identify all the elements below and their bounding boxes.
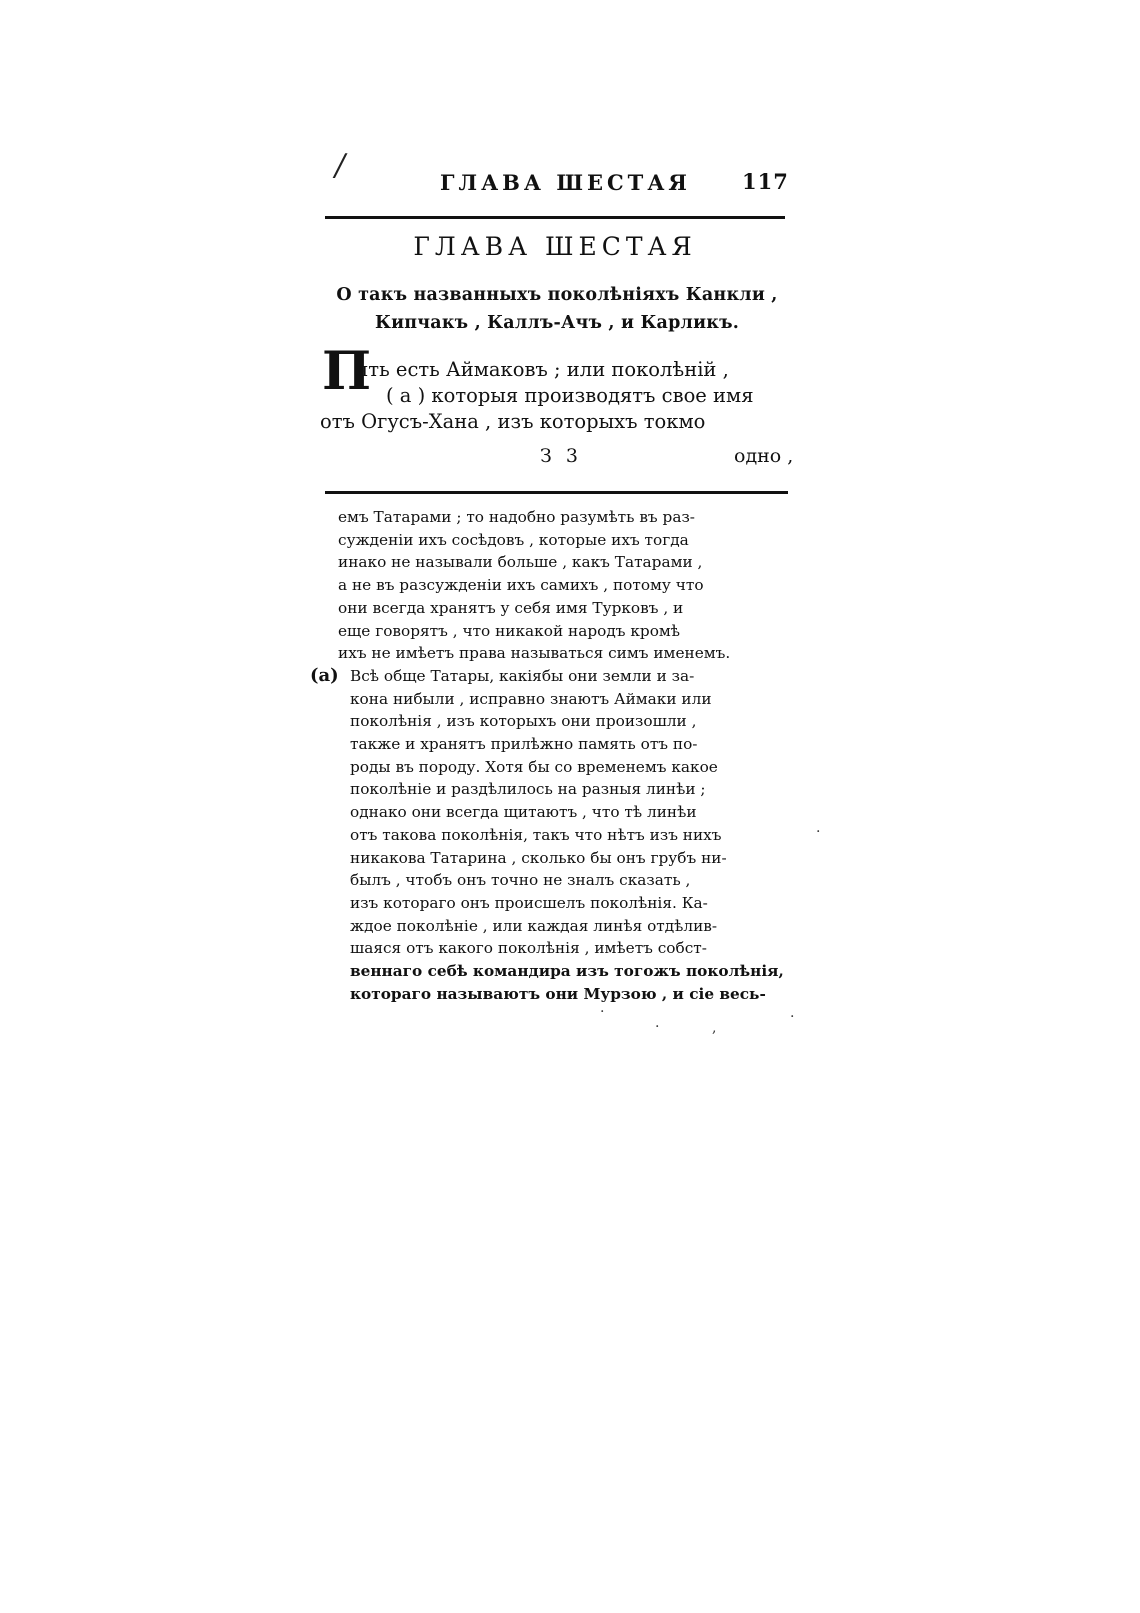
footnote-line: еще говорятъ , что никакой народъ кромѣ <box>338 621 681 640</box>
drop-cap: П <box>322 341 372 402</box>
footnote-line: инако не называли больше , какъ Татарами , <box>338 553 703 572</box>
footnote-line: поколѣнія , изъ которыхъ они произошли , <box>350 712 697 731</box>
chapter-subtitle <box>318 281 796 337</box>
main-text-line: ( а ) которыя производятъ свое имя <box>386 384 754 407</box>
footnote-line: веннаго себѣ командира изъ тогожъ поколѣнія, <box>350 962 784 980</box>
footnote-rule <box>325 491 788 494</box>
footnote-line: былъ , чтобъ онъ точно не зналъ сказать , <box>350 871 691 890</box>
footnote-line: ждое поколѣніе , или каждая линѣя отдѣлив- <box>350 916 718 935</box>
footnote-line: изъ котораго онъ происшелъ поколѣнія. Ка- <box>350 893 708 912</box>
catchword: одно , <box>734 445 794 467</box>
footnote-line: шаяся отъ какого поколѣнія , имѣетъ собст- <box>350 939 707 958</box>
subtitle-line: О такъ названныхъ поколѣніяхъ Канкли , <box>336 285 778 305</box>
footnote-line: котораго называютъ они Мурзою , и сіе весь- <box>350 984 766 1003</box>
print-speck: . <box>600 1000 605 1016</box>
running-head: ГЛАВА ШЕСТАЯ <box>440 170 691 195</box>
header-rule <box>325 216 785 219</box>
footnote-line: они всегда хранятъ у себя имя Турковъ , и <box>338 598 684 617</box>
print-speck: , <box>712 1020 717 1036</box>
page-number: 117 <box>742 169 789 194</box>
footnote-line: поколѣніе и раздѣлилось на разныя линѣи ; <box>350 780 706 799</box>
main-text-line: отъ Огусъ-Хана , изъ которыхъ токмо <box>320 410 706 433</box>
footnote-line: Всѣ обще Татары, какіябы они земли и за- <box>350 666 695 685</box>
footnote-marker: (а) <box>310 664 339 686</box>
print-speck: . <box>655 1015 660 1031</box>
footnote-line: емъ Татарами ; то надобно разумѣть въ раз- <box>338 508 695 526</box>
footnote-line: однако они всегда щитаютъ , что тѣ линѣи <box>350 803 697 822</box>
pencil-mark: / <box>335 148 346 183</box>
footnote-line: отъ такова поколѣнія, такъ что нѣтъ изъ нихъ <box>350 825 722 844</box>
footnote-line: также и хранятъ прилѣжно память отъ по- <box>350 735 698 753</box>
chapter-title: ГЛАВА ШЕСТАЯ <box>413 232 697 261</box>
footnote-line: никакова Татарина , сколько бы онъ грубъ ни- <box>350 848 727 867</box>
footnote-line: роды въ породу. Хотя бы со временемъ какое <box>350 757 718 776</box>
main-text-line: ять есть Аймаковъ ; или поколѣній , <box>356 358 729 381</box>
footnote-line: ихъ не имѣетъ права называться симъ именемъ. <box>338 644 731 663</box>
subtitle-line: Кипчакъ , Каллъ-Ачъ , и Карликъ. <box>374 313 740 333</box>
signature-mark: З 3 <box>540 445 582 467</box>
footnote-line: сужденіи ихъ сосѣдовъ , которые ихъ тогда <box>338 530 689 549</box>
print-speck: . <box>816 820 821 836</box>
footnote-line: кона нибыли , исправно знаютъ Аймаки или <box>350 689 712 708</box>
print-speck: . <box>790 1005 795 1021</box>
footnote-line: а не въ разсужденіи ихъ самихъ , потому что <box>338 576 704 595</box>
